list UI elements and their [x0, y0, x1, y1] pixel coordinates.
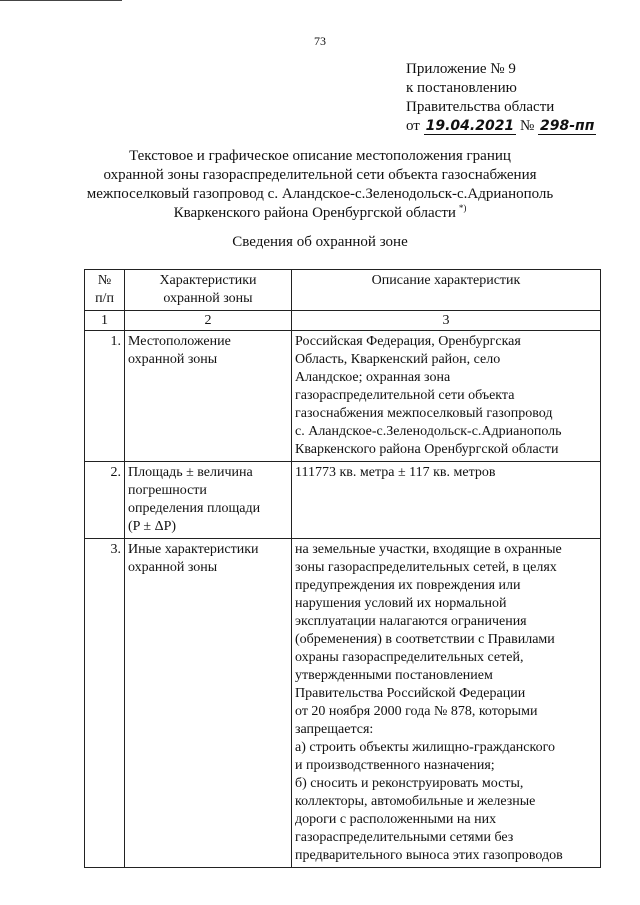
- row-number: 2.: [85, 462, 125, 539]
- characteristic-line: Иные характеристики: [128, 542, 259, 557]
- description-line: охраны газораспределительных сетей,: [295, 650, 524, 665]
- characteristic-line: Площадь ± величина: [128, 465, 253, 480]
- description-line: коллекторы, автомобильные и железные: [295, 794, 536, 809]
- appendix-line-3: Правительства области: [406, 99, 555, 115]
- row-description: [292, 539, 601, 868]
- header-number-line-2: п/п: [95, 291, 114, 306]
- description-line: газораспределительной сети объекта: [295, 388, 515, 403]
- description-line: запрещается:: [295, 722, 374, 737]
- row-characteristic: [125, 331, 292, 462]
- description-line: а) строить объекты жилищно-гражданского: [295, 740, 555, 755]
- column-number-row: [85, 311, 601, 331]
- date-prefix: от: [406, 118, 420, 134]
- appendix-date-line: [406, 117, 596, 136]
- row-characteristic: [125, 462, 292, 539]
- table-row: [85, 462, 601, 539]
- description-line: нарушения условий их нормальной: [295, 596, 507, 611]
- title-line-4-wrap: [60, 204, 580, 223]
- description-line: утвержденными постановлением: [295, 668, 493, 683]
- characteristic-line: (P ± ΔP): [128, 519, 177, 534]
- header-characteristics-line-1: Характеристики: [159, 273, 257, 288]
- description-line: и производственного назначения;: [295, 758, 495, 773]
- characteristic-line: охранной зоны: [128, 560, 218, 575]
- description-line: б) сносить и реконструировать мосты,: [295, 776, 524, 791]
- description-line: с. Аландское-с.Зеленодольск-с.Адрианополь: [295, 424, 562, 439]
- header-characteristics: [125, 270, 292, 311]
- header-number: [85, 270, 125, 311]
- description-line: от 20 ноября 2000 года № 878, которыми: [295, 704, 538, 719]
- description-line: Область, Кваркенский район, село: [295, 352, 501, 367]
- column-number: 3: [292, 311, 601, 331]
- description-line: (обременения) в соответствии с Правилами: [295, 632, 555, 647]
- appendix-line-1: Приложение № 9: [406, 61, 516, 77]
- title-line-2: охранной зоны газораспределительной сети объекта газоснабжения: [103, 167, 537, 183]
- row-description: [292, 331, 601, 462]
- description-line: газораспределительными сетями без: [295, 830, 514, 845]
- header-characteristics-line-2: охранной зоны: [163, 291, 253, 306]
- title-line-3: межпоселковый газопровод с. Аландское-с.Зеленодольск-с.Адрианополь: [86, 186, 554, 202]
- description-line: зоны газораспределительных сетей, в целях: [295, 560, 557, 575]
- column-number: 2: [125, 311, 292, 331]
- top-rule: [0, 0, 122, 1]
- description-line: Кваркенского района Оренбургской области: [295, 442, 559, 457]
- handwritten-number: 298-пп: [540, 118, 595, 134]
- characteristic-line: охранной зоны: [128, 352, 218, 367]
- row-number: 1.: [85, 331, 125, 462]
- page-number: 73: [314, 34, 326, 48]
- appendix-block: [406, 60, 596, 136]
- description-line: дороги с расположенными на них: [295, 812, 497, 827]
- description-line: Российская Федерация, Оренбургская: [295, 334, 521, 349]
- table-row: [85, 331, 601, 462]
- row-number: 3.: [85, 539, 125, 868]
- appendix-line-2: к постановлению: [406, 80, 517, 96]
- description-line: газоснабжения межпоселковый газопровод: [295, 406, 553, 421]
- description-line: 111773 кв. метра ± 117 кв. метров: [295, 465, 496, 480]
- header-description: [292, 270, 601, 311]
- characteristic-line: погрешности: [128, 483, 207, 498]
- section-subtitle: Сведения об охранной зоне: [232, 234, 408, 250]
- protection-zone-table: [84, 269, 601, 868]
- table-row: [85, 539, 601, 868]
- row-characteristic: [125, 539, 292, 868]
- column-number: 1: [85, 311, 125, 331]
- header-description-text: Описание характеристик: [371, 273, 521, 288]
- number-prefix: №: [519, 118, 535, 134]
- title-line-4: Кваркенского района Оренбургской области: [173, 205, 456, 221]
- title-line-1: Текстовое и графическое описание местоположения границ: [129, 148, 511, 164]
- table-header-row: [85, 270, 601, 311]
- description-line: эксплуатации налагаются ограничения: [295, 614, 527, 629]
- description-line: предварительного выноса этих газопроводов: [295, 848, 563, 863]
- description-line: Правительства Российской Федерации: [295, 686, 526, 701]
- description-line: на земельные участки, входящие в охранные: [295, 542, 562, 557]
- characteristic-line: определения площади: [128, 501, 261, 516]
- header-number-line-1: №: [97, 273, 112, 288]
- row-description: [292, 462, 601, 539]
- description-line: Аландское; охранная зона: [295, 370, 451, 385]
- document-title: [60, 147, 580, 223]
- description-line: предупреждения их повреждения или: [295, 578, 521, 593]
- footnote-mark: *): [458, 203, 467, 213]
- handwritten-date: 19.04.2021: [425, 118, 515, 134]
- characteristic-line: Местоположение: [128, 334, 231, 349]
